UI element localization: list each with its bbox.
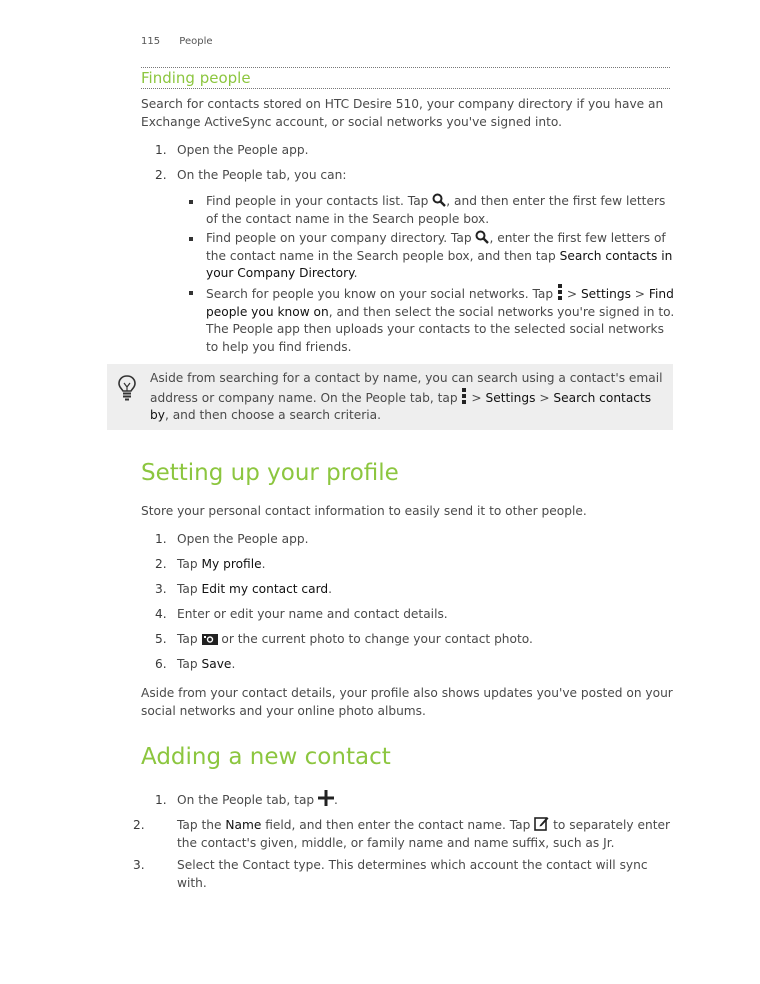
list-item: 1. Open the People app. — [155, 143, 309, 157]
list-item: 2. On the People tab, you can: — [155, 168, 347, 182]
lightbulb-icon — [117, 374, 137, 402]
finding-intro: Search for contacts stored on HTC Desire 510, your company directory if you have an Exchange ActiveSync account, or social networks you've signed into. — [141, 97, 664, 129]
list-item: 5. Tap or the current photo to change your contact photo. — [155, 632, 533, 646]
edit-icon — [534, 815, 549, 831]
divider — [141, 67, 670, 68]
running-header — [141, 36, 213, 47]
list-item: 1. Open the People app. — [155, 532, 309, 546]
bullet-item: Find people in your contacts list. Tap , and then enter the first few letters of the contact name in the Search people box. — [186, 193, 676, 228]
bullet-item: Search for people you know on your social networks. Tap > Settings > Find people you know on, and then select the social networks you're signed in to. The People app then uploads your contacts to the selected social networks to help you find friends. — [186, 284, 676, 356]
section-title-finding-people: Finding people — [141, 69, 251, 87]
divider — [141, 88, 670, 89]
tip-box — [107, 364, 673, 430]
list-item: 3. Tap Edit my contact card. — [155, 582, 333, 596]
page-number: 115 — [141, 36, 161, 47]
list-item: 6. Tap Save. — [155, 657, 236, 671]
section-title-profile: Setting up your profile — [141, 460, 399, 486]
camera-icon — [202, 633, 218, 645]
list-item: 3. Select the Contact type. This determines which account the contact will sync with. — [133, 858, 648, 890]
bullet-icon — [189, 291, 193, 295]
plus-icon — [318, 790, 334, 806]
list-item: 1. On the People tab, tap . — [155, 790, 675, 810]
bullet-icon — [189, 237, 193, 241]
search-icon — [432, 193, 446, 207]
search-icon — [475, 230, 489, 244]
profile-outro: Aside from your contact details, your profile also shows updates you've posted on your social networks and your online photo albums. — [141, 686, 673, 718]
list-item: 4. Enter or edit your name and contact details. — [155, 607, 448, 621]
tip-text: Aside from searching for a contact by name, you can search using a contact's email address or company name. On the People tab, tap > Settings > Search contacts by, and then choose a search criteria. — [150, 371, 663, 422]
bullet-icon — [189, 200, 193, 204]
bullet-item: Find people on your company directory. Tap , enter the first few letters of the contact name in the Search people box, and then tap Search contacts in your Company Directory. — [186, 230, 676, 283]
list-item: 2. Tap the Name field, and then enter the contact name. Tap to separately enter the contact's given, middle, or family name and name suffix, such as Jr. — [155, 815, 675, 852]
profile-intro: Store your personal contact information to easily send it to other people. — [141, 504, 587, 518]
chapter-name: People — [179, 36, 213, 47]
list-item: 2. Tap My profile. — [155, 557, 266, 571]
section-title-adding-contact: Adding a new contact — [141, 744, 391, 770]
